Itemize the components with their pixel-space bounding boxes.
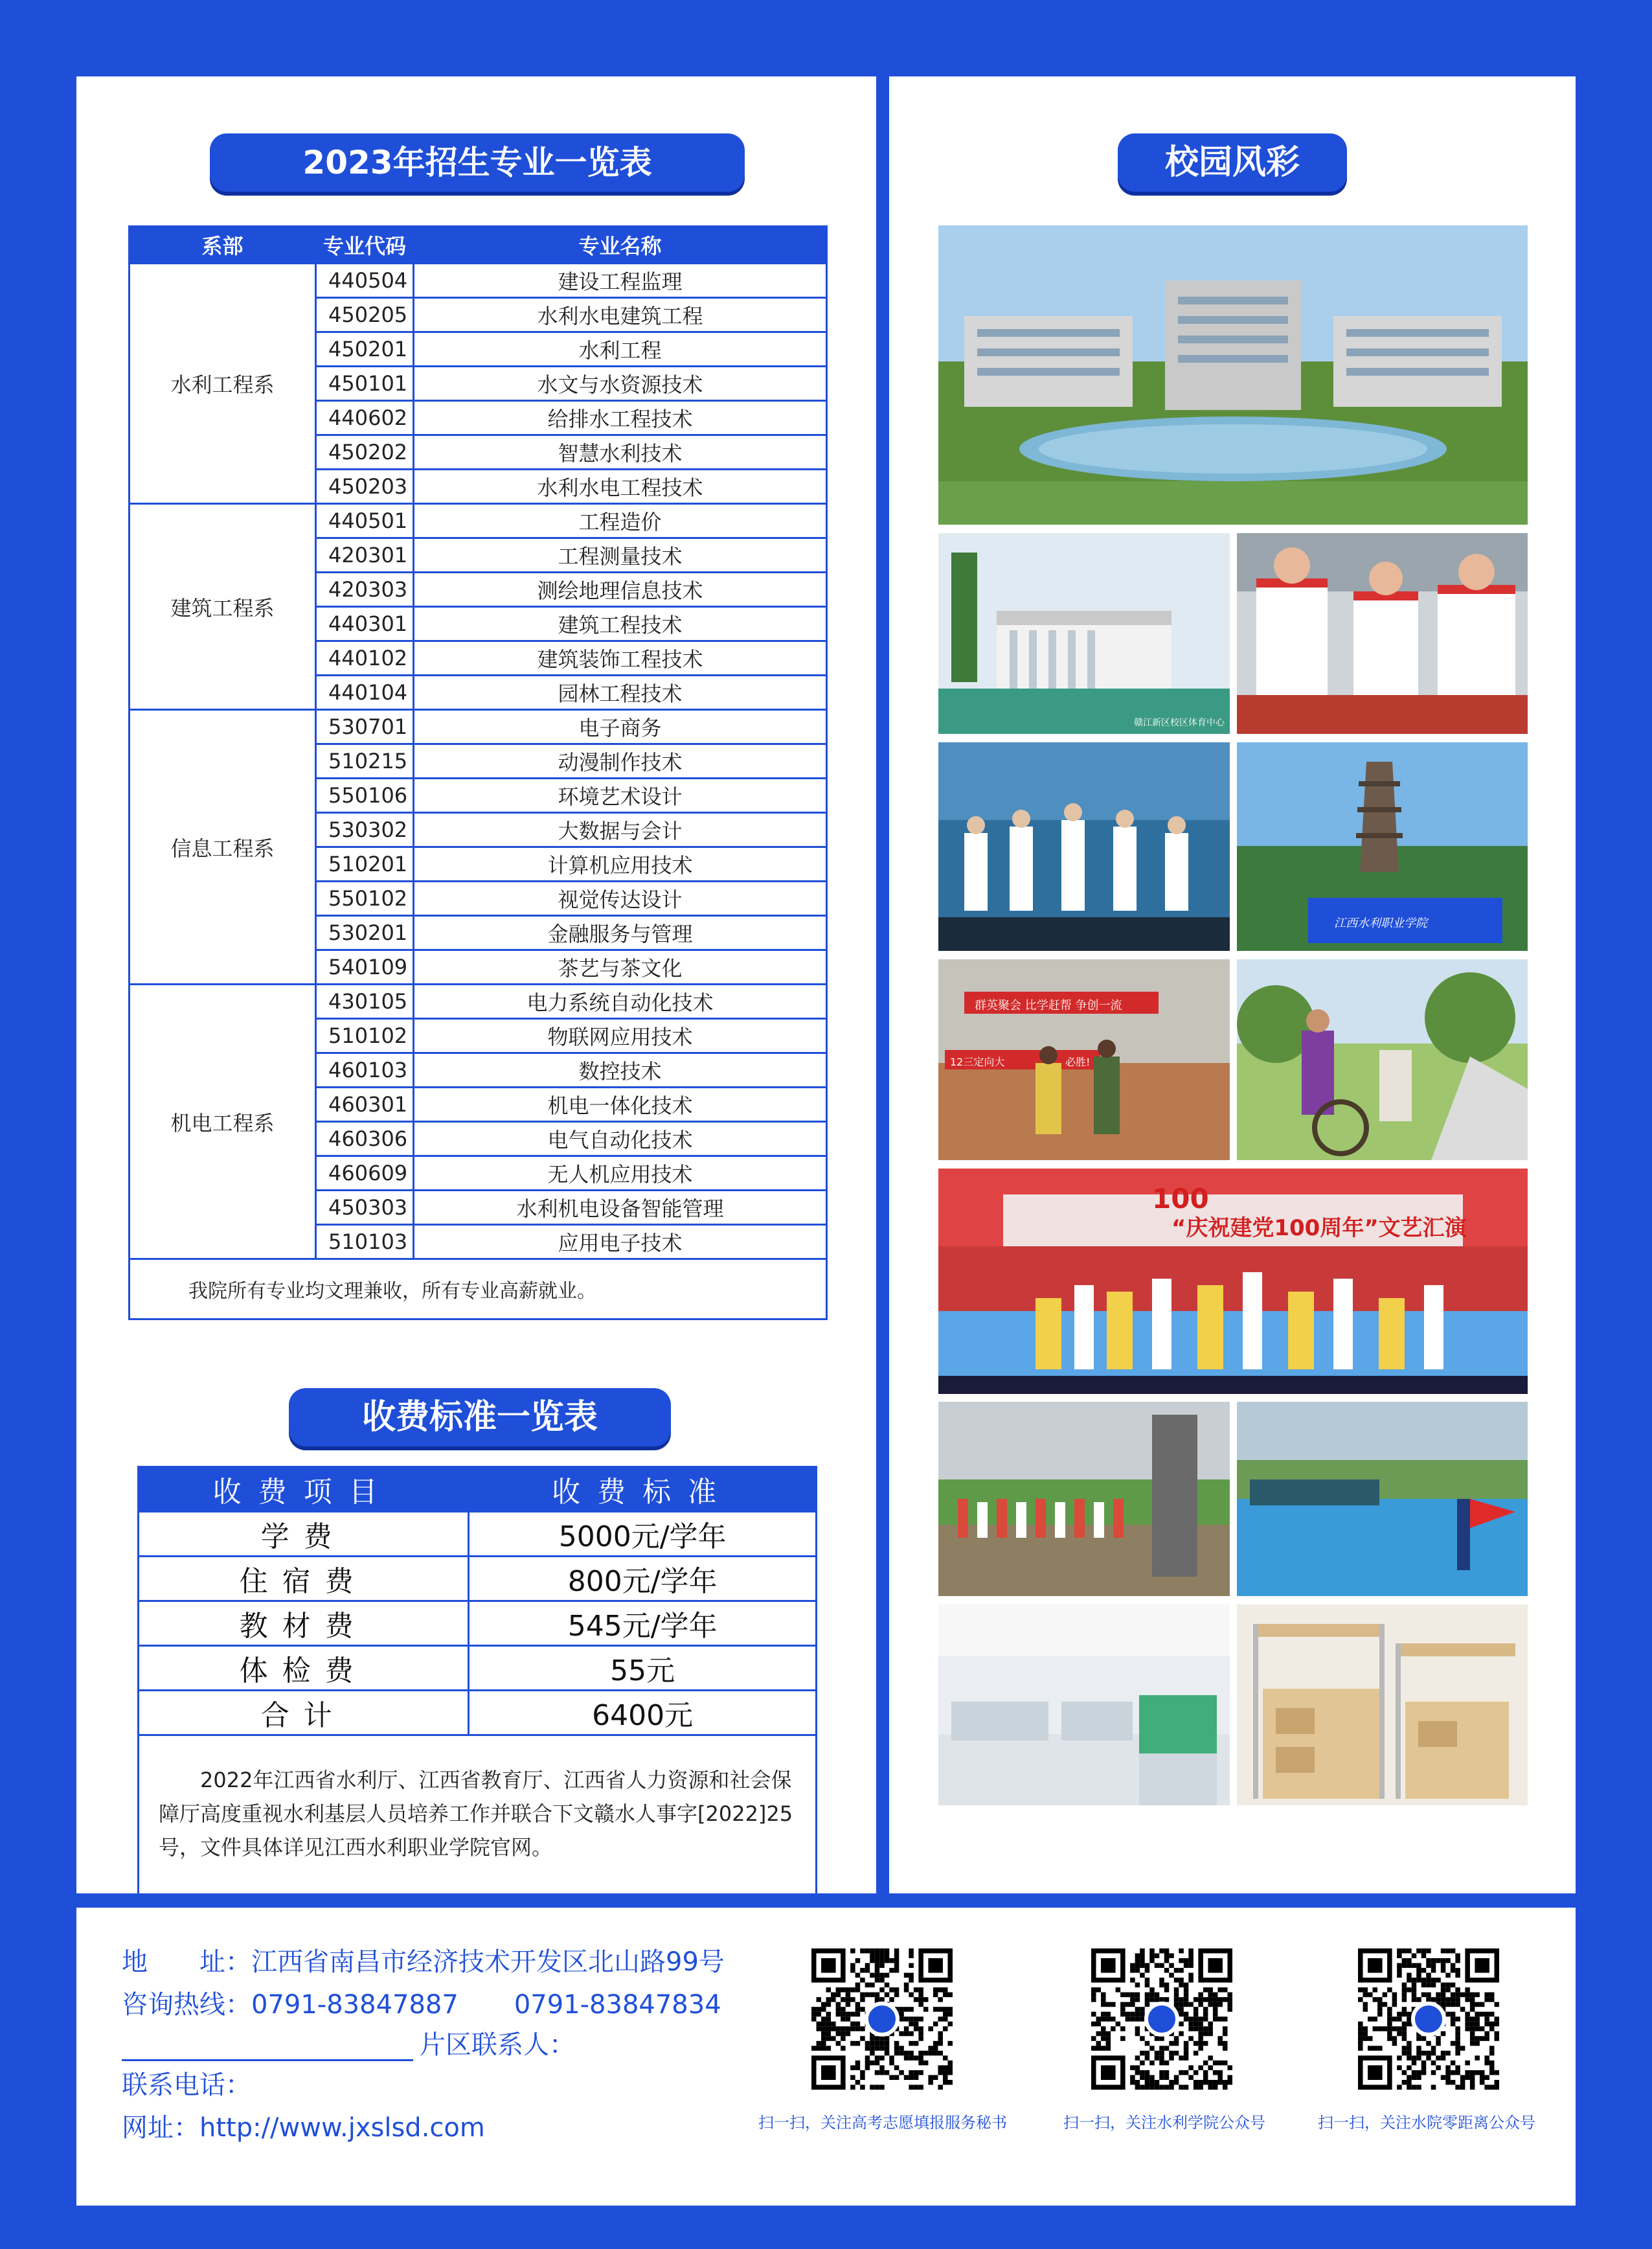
qr-caption-3: 扫一扫，关注水院零距离公众号 bbox=[1318, 2114, 1535, 2132]
stadium-caption: 赣江新区校区体育中心 bbox=[1134, 718, 1225, 728]
major-name-cell: 建设工程监理 bbox=[414, 264, 827, 298]
major-code-cell: 450303 bbox=[316, 1191, 414, 1225]
fees-title-pill bbox=[289, 1388, 671, 1446]
header-dept: 系部 bbox=[130, 227, 316, 264]
department-cell: 水利工程系 bbox=[130, 264, 316, 504]
major-code-cell: 440102 bbox=[316, 641, 414, 676]
major-name-cell: 水利机电设备智能管理 bbox=[414, 1191, 827, 1225]
major-code-cell: 450203 bbox=[316, 470, 414, 504]
header-code: 专业代码 bbox=[316, 227, 414, 264]
header-name: 专业名称 bbox=[414, 227, 827, 264]
fee-header-row bbox=[139, 1467, 817, 1512]
major-code-cell: 460306 bbox=[316, 1122, 414, 1156]
fee-body bbox=[139, 1512, 817, 1895]
flag-text: 江西水利职业学院 bbox=[1334, 917, 1427, 930]
table-row bbox=[130, 985, 827, 1019]
basketball-banner-2: 12三定向大 bbox=[950, 1056, 1005, 1068]
qr-code-3[interactable] bbox=[1358, 1948, 1499, 2090]
majors-body bbox=[130, 264, 827, 1319]
major-code-cell: 510103 bbox=[316, 1225, 414, 1259]
major-name-cell: 计算机应用技术 bbox=[414, 847, 827, 882]
region-blank bbox=[122, 2036, 413, 2061]
hotline-1: 0791-83847887 bbox=[251, 1990, 458, 2020]
fee-standard-cell: 55元 bbox=[469, 1646, 817, 1691]
major-name-cell: 园林工程技术 bbox=[414, 676, 827, 710]
photo-outdoor-group bbox=[938, 1402, 1230, 1596]
major-name-cell: 电力系统自动化技术 bbox=[414, 985, 827, 1019]
majors-title: 2023年招生专业一览表 bbox=[302, 144, 652, 181]
major-code-cell: 430105 bbox=[316, 985, 414, 1019]
major-code-cell: 530701 bbox=[316, 710, 414, 744]
fee-table bbox=[137, 1466, 817, 1896]
major-name-cell: 应用电子技术 bbox=[414, 1225, 827, 1259]
majors-header-row bbox=[130, 227, 827, 264]
header-fee-item: 收费项目 bbox=[139, 1467, 469, 1512]
basketball-banner: 群英聚会 比学赶帮 争创一流 bbox=[975, 999, 1122, 1012]
campus-title-pill bbox=[1118, 133, 1347, 192]
fees-title: 收费标准一览表 bbox=[361, 1398, 598, 1437]
department-cell: 信息工程系 bbox=[130, 710, 316, 985]
major-name-cell: 工程造价 bbox=[414, 504, 827, 538]
major-name-cell: 大数据与会计 bbox=[414, 813, 827, 847]
fee-row bbox=[139, 1601, 817, 1646]
major-code-cell: 460609 bbox=[316, 1156, 414, 1191]
majors-title-pill bbox=[210, 133, 745, 192]
basketball-banner-3: 必胜! bbox=[1065, 1056, 1091, 1068]
major-name-cell: 水利水电工程技术 bbox=[414, 470, 827, 504]
major-code-cell: 440504 bbox=[316, 264, 414, 298]
phone-label: 联系电话： bbox=[122, 2070, 251, 2100]
fee-item-cell: 体检费 bbox=[139, 1646, 469, 1691]
major-name-cell: 机电一体化技术 bbox=[414, 1088, 827, 1122]
fee-note: 2022年江西省水利厅、江西省教育厅、江西省人力资源和社会保障厅高度重视水利基层人员培养工作并联合下文赣水人事字[2022]25号，文件具体详见江西水利职业学院官网。 bbox=[139, 1735, 817, 1895]
photo-dining-hall bbox=[938, 1604, 1230, 1805]
major-code-cell: 550102 bbox=[316, 882, 414, 916]
major-name-cell: 金融服务与管理 bbox=[414, 916, 827, 950]
major-name-cell: 动漫制作技术 bbox=[414, 744, 827, 779]
majors-table bbox=[128, 225, 828, 1320]
major-code-cell: 440501 bbox=[316, 504, 414, 538]
department-cell: 建筑工程系 bbox=[130, 504, 316, 710]
table-row bbox=[130, 710, 827, 744]
major-name-cell: 水利工程 bbox=[414, 332, 827, 367]
qr-caption-2: 扫一扫，关注水利学院公众号 bbox=[1063, 2114, 1265, 2132]
major-name-cell: 电子商务 bbox=[414, 710, 827, 744]
hotline-label: 咨询热线： bbox=[122, 1990, 251, 2020]
website-label: 网址： bbox=[122, 2113, 199, 2143]
photo-stadium bbox=[938, 533, 1230, 734]
major-name-cell: 视觉传达设计 bbox=[414, 882, 827, 916]
website-link[interactable]: http://www.jxslsd.com bbox=[199, 2113, 485, 2143]
major-code-cell: 540109 bbox=[316, 950, 414, 985]
photo-campus-main-building bbox=[938, 225, 1528, 525]
qr-caption-1: 扫一扫，关注高考志愿填报服务秘书 bbox=[758, 2114, 1007, 2132]
major-code-cell: 510215 bbox=[316, 744, 414, 779]
region-contact-label: 片区联系人： bbox=[420, 2030, 575, 2060]
major-code-cell: 460301 bbox=[316, 1088, 414, 1122]
major-code-cell: 530302 bbox=[316, 813, 414, 847]
major-code-cell: 440301 bbox=[316, 607, 414, 641]
major-code-cell: 450202 bbox=[316, 435, 414, 470]
fee-note-row bbox=[139, 1735, 817, 1895]
major-code-cell: 420301 bbox=[316, 538, 414, 573]
department-cell: 机电工程系 bbox=[130, 985, 316, 1259]
major-name-cell: 给排水工程技术 bbox=[414, 401, 827, 435]
major-name-cell: 环境艺术设计 bbox=[414, 779, 827, 813]
fee-row bbox=[139, 1691, 817, 1735]
major-code-cell: 450201 bbox=[316, 332, 414, 367]
region-contact-line bbox=[122, 2024, 575, 2061]
note-row bbox=[130, 1259, 827, 1319]
major-name-cell: 建筑装饰工程技术 bbox=[414, 641, 827, 676]
major-name-cell: 无人机应用技术 bbox=[414, 1156, 827, 1191]
major-name-cell: 水利水电建筑工程 bbox=[414, 298, 827, 332]
major-code-cell: 550106 bbox=[316, 779, 414, 813]
left-panel bbox=[76, 76, 876, 1893]
major-code-cell: 450205 bbox=[316, 298, 414, 332]
fee-row bbox=[139, 1512, 817, 1557]
right-panel bbox=[889, 76, 1576, 1893]
footer-panel bbox=[76, 1908, 1576, 2206]
fee-item-cell: 合计 bbox=[139, 1691, 469, 1735]
major-code-cell: 440104 bbox=[316, 676, 414, 710]
gala-number: 100 bbox=[1152, 1183, 1209, 1215]
photo-parade bbox=[1237, 1402, 1528, 1596]
major-name-cell: 物联网应用技术 bbox=[414, 1019, 827, 1053]
photo-gala bbox=[938, 1169, 1528, 1394]
gala-banner: “庆祝建党100周年”文艺汇演 bbox=[1171, 1215, 1467, 1241]
fee-row bbox=[139, 1557, 817, 1601]
hotline-2: 0791-83847834 bbox=[514, 1990, 721, 2020]
fee-standard-cell: 800元/学年 bbox=[469, 1557, 817, 1601]
major-code-cell: 530201 bbox=[316, 916, 414, 950]
major-name-cell: 电气自动化技术 bbox=[414, 1122, 827, 1156]
photo-basketball bbox=[938, 959, 1230, 1160]
photo-stage-show bbox=[938, 742, 1230, 951]
table-row bbox=[130, 264, 827, 298]
fee-standard-cell: 6400元 bbox=[469, 1691, 817, 1735]
major-code-cell: 420303 bbox=[316, 573, 414, 607]
major-code-cell: 510102 bbox=[316, 1019, 414, 1053]
website-line bbox=[122, 2107, 485, 2144]
major-code-cell: 460103 bbox=[316, 1053, 414, 1088]
major-name-cell: 建筑工程技术 bbox=[414, 607, 827, 641]
fee-standard-cell: 5000元/学年 bbox=[469, 1512, 817, 1557]
fee-row bbox=[139, 1646, 817, 1691]
qr-code-2[interactable] bbox=[1091, 1948, 1232, 2090]
hotline-line bbox=[122, 1984, 721, 2021]
fee-item-cell: 学费 bbox=[139, 1512, 469, 1557]
major-name-cell: 测绘地理信息技术 bbox=[414, 573, 827, 607]
major-code-cell: 510201 bbox=[316, 847, 414, 882]
qr-code-1[interactable] bbox=[811, 1948, 953, 2090]
major-name-cell: 工程测量技术 bbox=[414, 538, 827, 573]
photo-students-lab bbox=[1237, 533, 1528, 734]
major-code-cell: 450101 bbox=[316, 367, 414, 401]
campus-title: 校园风彩 bbox=[1164, 143, 1300, 182]
fee-item-cell: 住宿费 bbox=[139, 1557, 469, 1601]
table-row bbox=[130, 504, 827, 538]
majors-note: 我院所有专业均文理兼收，所有专业高薪就业。 bbox=[130, 1259, 827, 1319]
address-label: 地 址： bbox=[122, 1947, 251, 1977]
major-name-cell: 数控技术 bbox=[414, 1053, 827, 1088]
photo-pagoda-flag bbox=[1237, 742, 1528, 951]
fee-item-cell: 教材费 bbox=[139, 1601, 469, 1646]
photo-dormitory bbox=[1237, 1604, 1528, 1805]
major-code-cell: 440602 bbox=[316, 401, 414, 435]
major-name-cell: 茶艺与茶文化 bbox=[414, 950, 827, 985]
fee-standard-cell: 545元/学年 bbox=[469, 1601, 817, 1646]
address-value: 江西省南昌市经济技术开发区北山路99号 bbox=[251, 1947, 725, 1977]
major-name-cell: 水文与水资源技术 bbox=[414, 367, 827, 401]
phone-line bbox=[122, 2064, 251, 2101]
photo-campus-walk bbox=[1237, 959, 1528, 1160]
address-line bbox=[122, 1941, 725, 1978]
header-fee-standard: 收费标准 bbox=[469, 1467, 817, 1512]
major-name-cell: 智慧水利技术 bbox=[414, 435, 827, 470]
